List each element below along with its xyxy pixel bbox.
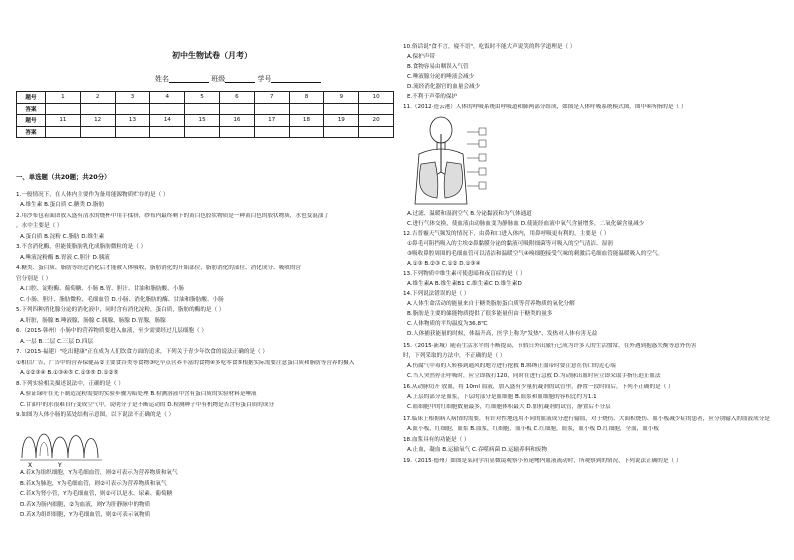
id-label: 学号 [257, 75, 272, 83]
question-number: 12 [80, 115, 115, 127]
right-column [397, 0, 794, 560]
question-line: 2.用沙布包着面团放入盛有清水的烧杯中用手揉挤，纱布内最终剩下的黄白色胶状物质是一种黄白色的胶状物质，水也变混浊了 [16, 213, 329, 219]
question-line: 8.下列实验相关描述说法中，正确的是（ ） [16, 381, 124, 387]
question-number: 15 [185, 115, 220, 127]
question-line: 时，下列采取的方法中，不正确的是（ ） [403, 353, 506, 359]
question-number: 5 [185, 92, 220, 104]
question-line: A.唾液淀粉酶 B.胃液 C.胆汁 D.胰液 [20, 255, 110, 261]
row-label: 题号 [17, 92, 46, 104]
question-line: D.流经消化器官的血量会减少 [407, 84, 481, 90]
question-line: A.维生素A B.维生素B1 C.维生素C D.维生素D [407, 281, 522, 287]
answer-table-row-a2 [17, 126, 394, 138]
intestine-villus-figure [18, 420, 108, 468]
label-x: X [28, 462, 33, 468]
question-number: 3 [115, 92, 150, 104]
question-line: C.小肠、胆汁、脂肪微粒、毛细血管 D.小肠、消化脂肪的酶、甘油和脂肪酸、小肠 [20, 297, 224, 303]
answer-table-row-a1 [17, 103, 394, 115]
question-line: 10.俗话说"食不言，寝不语"，吃饭时不能大声说笑的科学道理是（ ） [403, 44, 576, 50]
question-line: C.当人突然停止呼吸时，应立即拨打120，同时在进行急救 D.为动脉出血时应立即采取手指压迫止血法 [407, 373, 661, 379]
class-label: 班级 [211, 75, 226, 83]
question-line: A.过滤、温暖和湿润空气 B.分泌黏液和为气体通道 [407, 211, 532, 217]
question-line: A.止血，凝血 B.运输氧气 C.吞噬病菌 D.运输养料和废物 [407, 447, 548, 453]
answer-cell[interactable] [185, 103, 220, 115]
question-number: 7 [254, 92, 289, 104]
question-line: C.唾液腺分泌的唾液会减少 [407, 74, 475, 80]
question-line: C.血细胞中的红细胞数量最多，红细胞体积最大 D.加抗凝剂的试管，静置后不分层 [407, 404, 611, 410]
row-label: 答案 [17, 103, 46, 115]
question-number: 18 [289, 115, 324, 127]
question-number: 19 [324, 115, 359, 127]
question-number: 13 [115, 115, 150, 127]
row-label: 答案 [17, 126, 46, 138]
class-blank[interactable] [225, 76, 255, 83]
question-line: 19.（2015·德州）如图是某同学用显微镜观察小鱼尾鳍内血液流动时，所观察到的情况，下列说法正确的是（ ） [403, 458, 682, 464]
question-line: 官分别是（ ） [16, 276, 52, 282]
question-number: 11 [46, 115, 81, 127]
question-line: D.若X为组织细胞，Y为毛细血管，则②可表示氧物质 [20, 512, 151, 518]
question-number: 9 [324, 92, 359, 104]
question-number: 1 [46, 92, 81, 104]
name-blank[interactable] [169, 76, 209, 83]
section-heading: 一、单选题（共20题；共20分） [16, 173, 111, 181]
question-line: B.脂肪是主要的储能物质提供了很多能量但由于糖类的量多 [407, 311, 553, 317]
answer-cell[interactable] [289, 103, 324, 115]
question-line: A.一层 B.二层 C.三层 D.四层 [20, 339, 93, 345]
answer-table-row-q2 [17, 115, 394, 127]
answer-cell[interactable] [115, 103, 150, 115]
question-line: 16.从动脉切开 放血，将 10ml 血液，加入盛有少量抗凝剂的试管里，静置一段时间后，下列不正确的是（ ） [403, 384, 674, 390]
question-line: 18.血浆具有的功能是（ ） [403, 437, 470, 443]
question-number: 16 [219, 115, 254, 127]
id-blank[interactable] [271, 76, 321, 83]
answer-cell[interactable] [219, 126, 254, 138]
question-line: A.验证绿叶在光下制造淀粉需要的实验步骤为暗处理 B.检测溶液中含有蛋白质的实验材料是唾液 [20, 391, 257, 397]
question-number: 8 [289, 92, 324, 104]
answer-cell[interactable] [185, 126, 220, 138]
question-number: 20 [359, 115, 394, 127]
question-line: A.若X为组织细胞，Y为毛细血管，则②可表示为营养物质和氧气 [20, 470, 178, 476]
answer-cell[interactable] [80, 103, 115, 115]
answer-cell[interactable] [254, 103, 289, 115]
answer-cell[interactable] [324, 103, 359, 115]
answer-cell[interactable] [289, 126, 324, 138]
answer-cell[interactable] [359, 126, 394, 138]
question-line: D.人体捕获能量的时候，体温升高，医学上称为"发热"，发热对人体有害无益 [407, 331, 598, 337]
answer-cell[interactable] [46, 126, 81, 138]
question-line: B.若X为肺泡，Y为毛细血管，则②可表示为营养物质和氧气 [20, 481, 167, 487]
question-line: A.上层的部分是血浆，下层的部分是血细胞 B.血浆和血细胞的容积比约为1:1 [407, 394, 597, 400]
row-label: 题号 [17, 115, 46, 127]
answer-cell[interactable] [254, 126, 289, 138]
question-line: 6.（2015·韩州）小肠中的营养物质要进入血液，至少需要经过几层细胞（ ） [16, 328, 207, 334]
question-line: ，水中主要是（ ） [16, 223, 63, 229]
answer-cell[interactable] [80, 126, 115, 138]
question-line: 1.一般情况下，在人体内主要作为备用能源物质贮存的是（ ） [16, 192, 169, 198]
answer-cell[interactable] [150, 126, 185, 138]
question-line: A.肝脏，肠腺 B.唾液腺，肠腺 C.胰腺，肠腺 D.胃腺，肠腺 [20, 318, 166, 324]
question-line: 14.下列说法错误的是（ ） [403, 291, 470, 297]
question-line: ①鼻毛可阻挡吸入的尘埃②鼻黏膜分泌的黏液可吸附细菌等可吸入的空气清洁、湿润 [407, 241, 613, 247]
question-line: ①相信广告，广告中的营养保健品②主要食谷类等食物③吃早点营养丰富的食物④多吃零食⑤根据实际需要注意蛋白质和脂肪等营养的摄入 [16, 360, 355, 366]
question-line: 11.（2012·连云港）人体的呼吸系统由呼吸道和肺两部分组成，如图是人体呼吸系统模式图，图中⑥所指的是（ ） [403, 104, 687, 110]
respiratory-system-figure [409, 114, 499, 206]
question-line: A.①②③④ B.①③④⑤ C.①③⑤ D.①②⑤ [20, 370, 119, 376]
question-number: 4 [150, 92, 185, 104]
student-info-line [155, 76, 321, 83]
answer-table-row-q1 [17, 92, 394, 104]
question-line: C.人体物质的平均温度为36.8℃ [407, 321, 488, 327]
label-y: Y [58, 462, 62, 468]
question-number: 14 [150, 115, 185, 127]
question-line: 3.不含消化酶，但能使脂肪乳化成脂肪微粒的是（ ） [16, 244, 147, 250]
question-line: 13.下列物质中维生素可使患暗和夜盲症的是（ ） [403, 271, 526, 277]
answer-table [16, 91, 394, 138]
question-line: A.伤腐气中毒的人转移到通风的地方进行抢救 B.绑缚止血带时要注意在伤口的近心端 [407, 363, 616, 369]
answer-cell[interactable] [150, 103, 185, 115]
question-line: C.进行气体交换，使血液由动脉血变为静脉血 D.使流经血液中氧气含量增多，二氧化碳含量减少 [407, 221, 645, 227]
question-line: 9.如图为人体小肠的某处结构示意图，以下说法不正确的是（ ） [16, 412, 175, 418]
question-line: A.保护声带 [407, 54, 435, 60]
question-line: A.维生素 B.蛋白质 C.糖类 D.脂肪 [20, 202, 105, 208]
question-line: D.若X为肠内细胞，②为血液，则Y为肝静脉中的物质 [20, 502, 151, 508]
question-line: 12.吉普霾天气频发的情况下，由鼻和口进入体内，用鼻呼吸更有利的，主要是（ ） [403, 231, 610, 237]
question-line: E.不利于声带的保护 [407, 94, 458, 100]
question-number: 17 [254, 115, 289, 127]
answer-cell[interactable] [219, 103, 254, 115]
question-line: C.若X为肾小管，Y为毛细血管，则②可以是水、尿素、葡萄糖 [20, 491, 173, 497]
question-number: 6 [219, 92, 254, 104]
question-line: 4.糖类、蛋白质、脂肪等经过消化后才能被人体吸收，脂肪消化的开始部位，脂肪消化的部位、消化成分、吸收的营 [16, 265, 302, 271]
question-line: A.口腔、淀粉酶、葡萄糖、小肠 B.胃、胆汁、甘油和脂肪酸、小肠 [20, 286, 184, 292]
question-line: A.①③ B.②③ C.①② D.①③④ [407, 261, 481, 267]
question-line: 15.（2015·新城）随着生活水平的不断提高，节假日外出旅行已成为许多人的生活惯常，在外遇到抱惑失衡等意外伤害 [403, 343, 697, 349]
question-line: 5.下列四种消化腺分泌的消化液中，同时含有消化淀粉，蛋白质，脂肪的酶的是（ ） [16, 307, 225, 313]
answer-cell[interactable] [359, 103, 394, 115]
answer-cell[interactable] [46, 103, 81, 115]
question-line: A.人体生命活动的能量来自于糖类脂肪蛋白质等营养物质的氧化分解 [407, 301, 575, 307]
question-line: A.蛋白质 B.淀粉 C.脂肪 D.维生素 [20, 234, 105, 240]
question-line: C.甘油中的水很难自行变成空气中，说明分子是不断运动的 D.检测种子中有机物是否含有蛋白质的成分 [20, 402, 275, 408]
question-number: 10 [359, 92, 394, 104]
question-line: ③吸收鼻腔周围的毛细血管可以清洁和温暖空气④嗅细胞接受气味的刺激后毛细血管能温暖吸入的空气。 [407, 251, 664, 257]
name-label: 姓名 [155, 75, 169, 83]
question-line: 17.临床上根据病人病情的需要，有针对性地选用不同的血液成分进行输血，对于烧伤、大面积烧伤、血小板减少症的患者，应分别输入的血液成分是 [403, 416, 770, 422]
answer-cell[interactable] [115, 126, 150, 138]
question-line: 7.（2015·福建）"吃出健康"正在成为人们饮食方面的追求，下列关于青少年饮食的说法正确的是（ ） [16, 349, 269, 355]
question-line: A.血小板，红细胞，血浆 B.血浆，红细胞，血小板 C.红细胞，血浆，血小板 D.红细胞，全血，血小板 [407, 426, 659, 432]
question-line: B.食物容易由咽误入气管 [407, 64, 469, 70]
answer-cell[interactable] [324, 126, 359, 138]
exam-title: 初中生物试卷（月考） [172, 51, 252, 60]
question-number: 2 [80, 92, 115, 104]
